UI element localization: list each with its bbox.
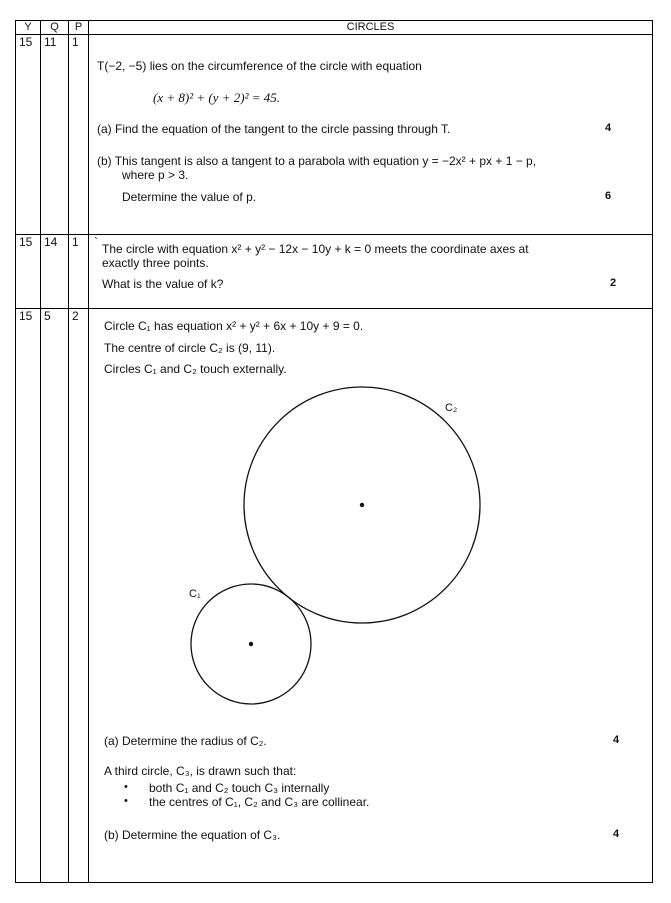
- q3-third-intro: A third circle, C₃, is drawn such that:: [104, 764, 297, 778]
- label-c2: C₂: [445, 402, 458, 414]
- question-row-2: [16, 235, 653, 309]
- q1-year: 15: [16, 35, 41, 235]
- question-row-1: [16, 35, 653, 235]
- q1-part-a: (a) Find the equation of the tangent to the circle passing through T.: [97, 122, 451, 136]
- q3-bullet2: the centres of C₁, C₂ and C₃ are collinear.: [149, 795, 370, 809]
- bullet-dot-1: •: [124, 781, 128, 793]
- q3-line2: The centre of circle C₂ is (9, 11).: [104, 341, 276, 355]
- q3-line3: Circles C₁ and C₂ touch externally.: [104, 362, 287, 376]
- q3-part-b: (b) Determine the equation of C₃.: [104, 828, 281, 842]
- header-y: Y: [16, 21, 41, 35]
- q2-tick: `: [94, 235, 98, 249]
- q1-equation: (x + 8)² + (y + 2)² = 45.: [153, 90, 280, 105]
- label-c1: C₁: [189, 588, 201, 600]
- q1-question: 11: [41, 35, 69, 235]
- q1-intro: T(−2, −5) lies on the circumference of the circle with equation: [97, 59, 422, 73]
- header-p: P: [69, 21, 89, 35]
- centre-dot-c2: [360, 503, 364, 507]
- question-row-3: [16, 309, 653, 883]
- q1-content: [89, 35, 653, 235]
- q3-question: 5: [41, 309, 69, 883]
- header-q: Q: [41, 21, 69, 35]
- q1-paper: 1: [69, 35, 89, 235]
- q3-part-b-marks: 4: [613, 828, 620, 840]
- q1-part-a-marks: 4: [605, 122, 612, 134]
- q2-paper: 1: [69, 235, 89, 309]
- header-row: [16, 21, 653, 35]
- header-title: CIRCLES: [89, 21, 653, 35]
- q1-part-b-line1: (b) This tangent is also a tangent to a parabola with equation y = −2x² + px + 1 − p,: [97, 154, 537, 168]
- centre-dot-c1: [249, 642, 253, 646]
- q3-part-a-marks: 4: [613, 734, 620, 746]
- q3-line1: Circle C₁ has equation x² + y² + 6x + 10y + 9 = 0.: [104, 319, 364, 333]
- q3-content: [89, 309, 653, 883]
- question-sheet: [15, 20, 653, 883]
- q2-line3: What is the value of k?: [102, 277, 224, 291]
- q2-line1: The circle with equation x² + y² − 12x − 10y + k = 0 meets the coordinate axes at: [102, 242, 529, 256]
- q2-marks: 2: [610, 277, 617, 289]
- bullet-dot-2: •: [124, 795, 128, 807]
- q2-line2: exactly three points.: [102, 256, 209, 270]
- q2-year: 15: [16, 235, 41, 309]
- q1-part-b-marks: 6: [605, 190, 612, 202]
- q1-part-b-line3: Determine the value of p.: [122, 190, 257, 204]
- q3-year: 15: [16, 309, 41, 883]
- q1-part-b-line2: where p > 3.: [122, 168, 189, 182]
- q3-bullet1: both C₁ and C₂ touch C₃ internally: [149, 781, 330, 795]
- q2-content: [89, 235, 653, 309]
- q3-part-a: (a) Determine the radius of C₂.: [104, 734, 267, 748]
- q2-question: 14: [41, 235, 69, 309]
- q3-paper: 2: [69, 309, 89, 883]
